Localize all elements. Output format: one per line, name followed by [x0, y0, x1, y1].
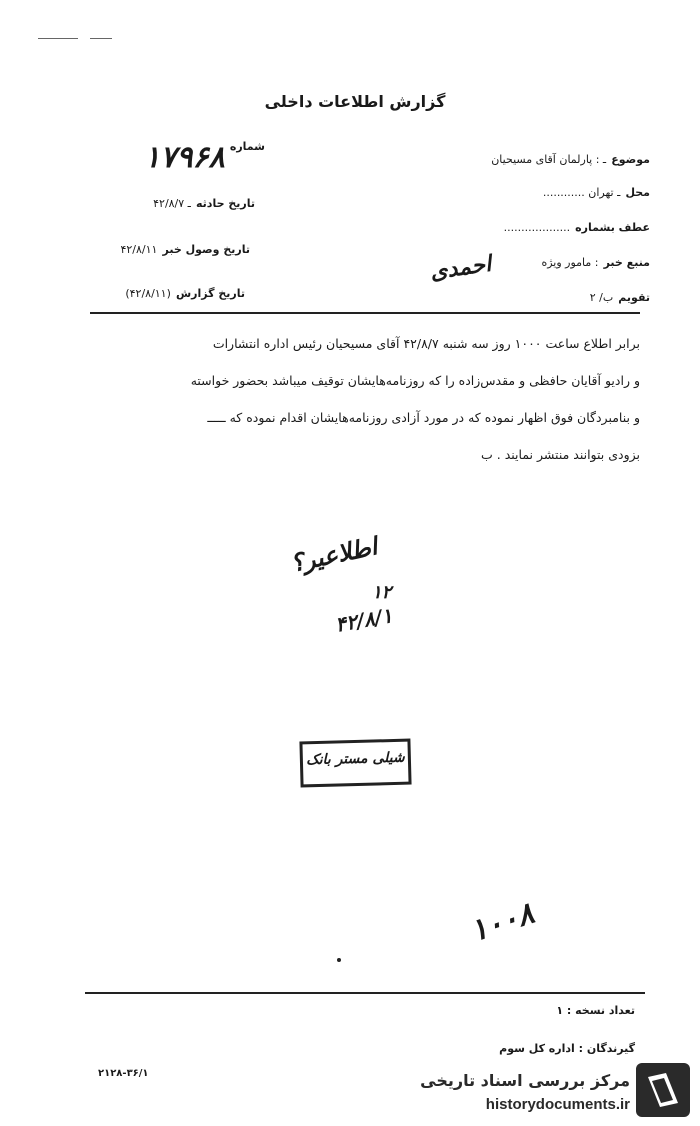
- recipients: گیرندگان : اداره کل سوم: [499, 1042, 635, 1055]
- field-received-date-value: ۴۲/۸/۱۱: [120, 243, 158, 256]
- field-reference-value: ...................: [503, 221, 571, 234]
- field-number: [85, 140, 265, 175]
- field-report-date-label: تاریخ گزارش: [175, 287, 245, 300]
- ink-dot: [337, 958, 341, 962]
- handwritten-note-line-1: اطلاعیر؟: [287, 531, 380, 578]
- document-title: گزارش اطلاعات داخلی: [264, 92, 446, 111]
- field-number-value: ۱۷۹۶۸: [144, 140, 225, 175]
- watermark-url: historydocuments.ir: [485, 1096, 630, 1113]
- archive-stamp: [299, 739, 411, 788]
- field-location-value: ـ تهران ............: [542, 186, 621, 199]
- handwritten-note-line-3: ۴۲/۸/۱: [333, 603, 395, 637]
- field-subject-value: ـ : پارلمان آقای مسیحیان: [491, 153, 607, 166]
- report-body: [95, 325, 640, 473]
- field-source-label: منبع خبر: [603, 256, 650, 269]
- field-calendar-value: ب/ ۲: [589, 291, 614, 304]
- field-number-label: شماره: [229, 140, 265, 153]
- scan-mark-top-2: [90, 38, 112, 39]
- handwritten-number: ۱۰۰۸: [466, 895, 539, 950]
- field-reference-label: عطف بشماره: [575, 221, 650, 234]
- archive-stamp-text: شیلی مستر بانک: [305, 749, 405, 769]
- document-code: ۲۱۲۸-۳۶/۱: [98, 1068, 149, 1079]
- watermark-name: مرکز بررسی اسناد تاریخی: [420, 1071, 630, 1090]
- field-incident-date: [95, 192, 255, 211]
- field-subject-label: موضوع: [611, 153, 650, 166]
- header-rule: [90, 312, 640, 314]
- field-source-value: : مامور ویژه: [541, 256, 599, 269]
- field-report-date-value: (۴۲/۸/۱۱): [125, 287, 171, 300]
- field-report-date: [95, 282, 245, 301]
- field-reference: [400, 216, 650, 235]
- body-line-3: و بنامبردگان فوق اظهار نموده که در مورد آزادی روزنامه‌هایشان اقدام نموده که ـــــ: [207, 410, 640, 425]
- field-received-date: [85, 238, 250, 257]
- field-received-date-label: تاریخ وصول خبر: [162, 243, 250, 256]
- copies-count: تعداد نسخه : ۱: [556, 1004, 635, 1017]
- field-location: [400, 181, 650, 200]
- field-incident-date-label: تاریخ حادثه: [196, 197, 255, 210]
- body-line-4: بزودی بتوانند منتشر نمایند . ب: [481, 447, 640, 462]
- field-location-label: محل: [625, 186, 650, 199]
- body-line-1: برابر اطلاع ساعت ۱۰۰۰ روز سه شنبه ۴۲/۸/۷ آقای مسیحیان رئیس اداره انتشارات: [212, 336, 640, 351]
- body-line-2: و رادیو آقایان حافظی و مقدس‌زاده را که روزنامه‌هایشان توقیف میباشد بحضور خواسته: [190, 373, 640, 388]
- archive-logo-icon: [636, 1063, 690, 1117]
- handwritten-name: احمدی: [428, 250, 493, 286]
- field-subject: [400, 148, 650, 167]
- field-incident-date-value: ـ ۴۲/۸/۷: [153, 197, 191, 210]
- field-calendar: [400, 286, 650, 305]
- handwritten-note-line-2: ۱۲: [372, 582, 392, 603]
- field-calendar-label: تقویم: [618, 291, 650, 304]
- scan-mark-top: [38, 38, 78, 39]
- footer-rule: [85, 992, 645, 994]
